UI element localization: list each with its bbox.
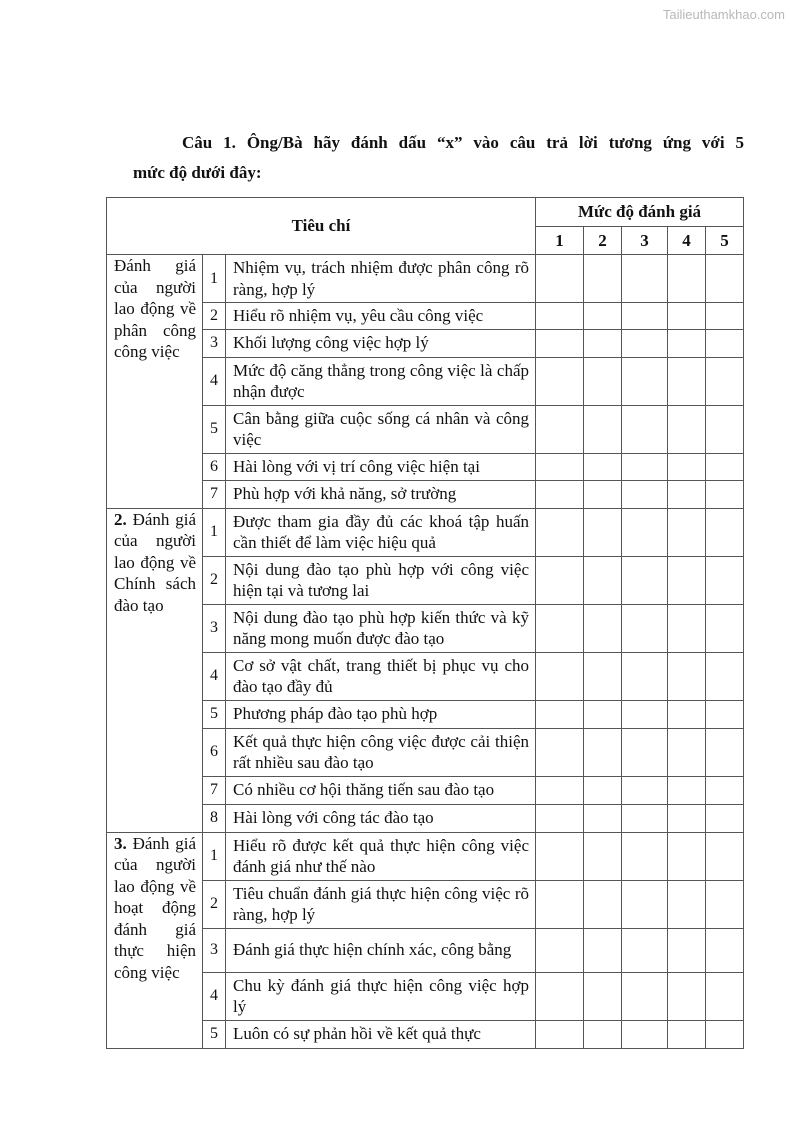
criterion-number: 2 bbox=[203, 303, 226, 330]
rating-cell-level-2[interactable] bbox=[584, 880, 622, 928]
criterion-text: Hài lòng với vị trí công việc hiện tại bbox=[226, 453, 536, 480]
group-title: Đánh giá của người lao động về hoạt động đánh giá thực hiện công việc bbox=[114, 833, 196, 982]
rating-cell-level-2[interactable] bbox=[584, 453, 622, 480]
criterion-text: Được tham gia đầy đủ các khoá tập huấn cần thiết để làm việc hiệu quả bbox=[226, 508, 536, 556]
rating-cell-level-5[interactable] bbox=[706, 652, 744, 700]
criterion-number: 1 bbox=[203, 255, 226, 303]
criterion-row bbox=[107, 928, 744, 972]
criterion-number: 4 bbox=[203, 357, 226, 405]
rating-cell-level-1[interactable] bbox=[536, 880, 584, 928]
rating-cell-level-4[interactable] bbox=[668, 804, 706, 832]
rating-cell-level-1[interactable] bbox=[536, 652, 584, 700]
rating-cell-level-3[interactable] bbox=[622, 405, 668, 453]
rating-cell-level-1[interactable] bbox=[536, 508, 584, 556]
criterion-row bbox=[107, 405, 744, 453]
criterion-number: 2 bbox=[203, 556, 226, 604]
rating-cell-level-2[interactable] bbox=[584, 972, 622, 1020]
rating-cell-level-1[interactable] bbox=[536, 972, 584, 1020]
rating-cell-level-5[interactable] bbox=[706, 928, 744, 972]
survey-table bbox=[106, 197, 744, 1049]
rating-cell-level-5[interactable] bbox=[706, 357, 744, 405]
rating-cell-level-1[interactable] bbox=[536, 604, 584, 652]
rating-cell-level-2[interactable] bbox=[584, 480, 622, 508]
rating-cell-level-4[interactable] bbox=[668, 776, 706, 804]
criterion-text: Phù hợp với khả năng, sở trường bbox=[226, 480, 536, 508]
levels-header: Mức độ đánh giá bbox=[536, 198, 744, 227]
criterion-number: 5 bbox=[203, 405, 226, 453]
criterion-number: 4 bbox=[203, 652, 226, 700]
criterion-number: 6 bbox=[203, 453, 226, 480]
rating-cell-level-2[interactable] bbox=[584, 604, 622, 652]
rating-cell-level-1[interactable] bbox=[536, 804, 584, 832]
level-2-header: 2 bbox=[584, 227, 622, 255]
criterion-row bbox=[107, 776, 744, 804]
rating-cell-level-2[interactable] bbox=[584, 303, 622, 330]
rating-cell-level-3[interactable] bbox=[622, 453, 668, 480]
criterion-row bbox=[107, 303, 744, 330]
rating-cell-level-1[interactable] bbox=[536, 405, 584, 453]
rating-cell-level-3[interactable] bbox=[622, 357, 668, 405]
rating-cell-level-2[interactable] bbox=[584, 329, 622, 357]
rating-cell-level-4[interactable] bbox=[668, 728, 706, 776]
rating-cell-level-4[interactable] bbox=[668, 556, 706, 604]
criterion-text: Đánh giá thực hiện chính xác, công bằng bbox=[226, 928, 536, 972]
criterion-row bbox=[107, 255, 744, 303]
rating-cell-level-3[interactable] bbox=[622, 880, 668, 928]
criterion-number: 5 bbox=[203, 700, 226, 728]
rating-cell-level-5[interactable] bbox=[706, 804, 744, 832]
criterion-text: Cân bằng giữa cuộc sống cá nhân và công việc bbox=[226, 405, 536, 453]
rating-cell-level-4[interactable] bbox=[668, 357, 706, 405]
criterion-number: 1 bbox=[203, 508, 226, 556]
rating-cell-level-2[interactable] bbox=[584, 776, 622, 804]
criterion-number: 3 bbox=[203, 604, 226, 652]
group-title: Đánh giá của người lao động về Chính sách đào tạo bbox=[114, 509, 196, 615]
rating-cell-level-3[interactable] bbox=[622, 556, 668, 604]
rating-cell-level-5[interactable] bbox=[706, 604, 744, 652]
question-line-2: mức độ dưới đây: bbox=[133, 163, 262, 182]
rating-cell-level-3[interactable] bbox=[622, 776, 668, 804]
rating-cell-level-1[interactable] bbox=[536, 480, 584, 508]
group-number: 2. bbox=[114, 509, 127, 529]
rating-cell-level-2[interactable] bbox=[584, 928, 622, 972]
rating-cell-level-3[interactable] bbox=[622, 652, 668, 700]
rating-cell-level-3[interactable] bbox=[622, 329, 668, 357]
criterion-row bbox=[107, 453, 744, 480]
criterion-row bbox=[107, 508, 744, 556]
criterion-number: 7 bbox=[203, 776, 226, 804]
criterion-text: Tiêu chuẩn đánh giá thực hiện công việc rõ ràng, hợp lý bbox=[226, 880, 536, 928]
criterion-text: Kết quả thực hiện công việc được cải thiện rất nhiều sau đào tạo bbox=[226, 728, 536, 776]
rating-cell-level-4[interactable] bbox=[668, 303, 706, 330]
rating-cell-level-4[interactable] bbox=[668, 329, 706, 357]
rating-cell-level-4[interactable] bbox=[668, 832, 706, 880]
rating-cell-level-2[interactable] bbox=[584, 357, 622, 405]
rating-cell-level-1[interactable] bbox=[536, 832, 584, 880]
criterion-text: Khối lượng công việc hợp lý bbox=[226, 329, 536, 357]
criterion-text: Hiểu rõ được kết quả thực hiện công việc đánh giá như thế nào bbox=[226, 832, 536, 880]
watermark: Tailieuthamkhao.com bbox=[662, 7, 785, 22]
criterion-row bbox=[107, 652, 744, 700]
group-number: 3. bbox=[114, 833, 127, 853]
rating-cell-level-3[interactable] bbox=[622, 972, 668, 1020]
criterion-row bbox=[107, 604, 744, 652]
criterion-number: 3 bbox=[203, 928, 226, 972]
rating-cell-level-3[interactable] bbox=[622, 255, 668, 303]
criterion-text: Mức độ căng thẳng trong công việc là chấp nhận được bbox=[226, 357, 536, 405]
level-1-header: 1 bbox=[536, 227, 584, 255]
rating-cell-level-5[interactable] bbox=[706, 405, 744, 453]
level-3-header: 3 bbox=[622, 227, 668, 255]
question-heading bbox=[107, 128, 744, 188]
rating-cell-level-1[interactable] bbox=[536, 453, 584, 480]
rating-cell-level-5[interactable] bbox=[706, 556, 744, 604]
rating-cell-level-1[interactable] bbox=[536, 357, 584, 405]
group-title-cell bbox=[107, 832, 203, 1048]
criterion-number: 5 bbox=[203, 1020, 226, 1048]
rating-cell-level-2[interactable] bbox=[584, 556, 622, 604]
rating-cell-level-5[interactable] bbox=[706, 480, 744, 508]
criterion-row bbox=[107, 832, 744, 880]
rating-cell-level-5[interactable] bbox=[706, 453, 744, 480]
rating-cell-level-2[interactable] bbox=[584, 652, 622, 700]
question-line-1: Câu 1. Ông/Bà hãy đánh dấu “x” vào câu trả lời tương ứng với 5 bbox=[182, 133, 744, 152]
criterion-text: Phương pháp đào tạo phù hợp bbox=[226, 700, 536, 728]
rating-cell-level-1[interactable] bbox=[536, 303, 584, 330]
rating-cell-level-1[interactable] bbox=[536, 1020, 584, 1048]
rating-cell-level-2[interactable] bbox=[584, 1020, 622, 1048]
rating-cell-level-1[interactable] bbox=[536, 556, 584, 604]
criterion-number: 2 bbox=[203, 880, 226, 928]
criterion-row bbox=[107, 357, 744, 405]
rating-cell-level-3[interactable] bbox=[622, 728, 668, 776]
rating-cell-level-4[interactable] bbox=[668, 928, 706, 972]
rating-cell-level-5[interactable] bbox=[706, 508, 744, 556]
rating-cell-level-4[interactable] bbox=[668, 1020, 706, 1048]
rating-cell-level-1[interactable] bbox=[536, 728, 584, 776]
rating-cell-level-2[interactable] bbox=[584, 832, 622, 880]
criterion-number: 8 bbox=[203, 804, 226, 832]
rating-cell-level-5[interactable] bbox=[706, 700, 744, 728]
criterion-row bbox=[107, 1020, 744, 1048]
rating-cell-level-1[interactable] bbox=[536, 255, 584, 303]
rating-cell-level-3[interactable] bbox=[622, 303, 668, 330]
rating-cell-level-4[interactable] bbox=[668, 972, 706, 1020]
rating-cell-level-4[interactable] bbox=[668, 700, 706, 728]
rating-cell-level-1[interactable] bbox=[536, 776, 584, 804]
rating-cell-level-4[interactable] bbox=[668, 880, 706, 928]
rating-cell-level-2[interactable] bbox=[584, 508, 622, 556]
rating-cell-level-5[interactable] bbox=[706, 329, 744, 357]
criterion-text: Chu kỳ đánh giá thực hiện công việc hợp lý bbox=[226, 972, 536, 1020]
rating-cell-level-1[interactable] bbox=[536, 329, 584, 357]
rating-cell-level-4[interactable] bbox=[668, 453, 706, 480]
criteria-header: Tiêu chí bbox=[107, 198, 536, 255]
rating-cell-level-4[interactable] bbox=[668, 480, 706, 508]
criterion-row bbox=[107, 880, 744, 928]
criterion-number: 6 bbox=[203, 728, 226, 776]
rating-cell-level-1[interactable] bbox=[536, 700, 584, 728]
rating-cell-level-3[interactable] bbox=[622, 804, 668, 832]
criterion-row bbox=[107, 556, 744, 604]
level-5-header: 5 bbox=[706, 227, 744, 255]
rating-cell-level-3[interactable] bbox=[622, 928, 668, 972]
criterion-row bbox=[107, 972, 744, 1020]
group-title: Đánh giá của người lao động về phân công công việc bbox=[114, 256, 196, 361]
rating-cell-level-1[interactable] bbox=[536, 928, 584, 972]
criterion-text: Có nhiều cơ hội thăng tiến sau đào tạo bbox=[226, 776, 536, 804]
rating-cell-level-3[interactable] bbox=[622, 480, 668, 508]
rating-cell-level-5[interactable] bbox=[706, 1020, 744, 1048]
rating-cell-level-5[interactable] bbox=[706, 972, 744, 1020]
rating-cell-level-2[interactable] bbox=[584, 255, 622, 303]
criterion-text: Luôn có sự phản hồi về kết quả thực bbox=[226, 1020, 536, 1048]
level-4-header: 4 bbox=[668, 227, 706, 255]
rating-cell-level-3[interactable] bbox=[622, 508, 668, 556]
rating-cell-level-4[interactable] bbox=[668, 604, 706, 652]
rating-cell-level-5[interactable] bbox=[706, 303, 744, 330]
group-title-cell bbox=[107, 255, 203, 509]
criterion-number: 7 bbox=[203, 480, 226, 508]
rating-cell-level-2[interactable] bbox=[584, 700, 622, 728]
rating-cell-level-4[interactable] bbox=[668, 508, 706, 556]
rating-cell-level-4[interactable] bbox=[668, 405, 706, 453]
criterion-text: Nhiệm vụ, trách nhiệm được phân công rõ ràng, hợp lý bbox=[226, 255, 536, 303]
criterion-text: Nội dung đào tạo phù hợp kiến thức và kỹ năng mong muốn được đào tạo bbox=[226, 604, 536, 652]
criterion-text: Hiểu rõ nhiệm vụ, yêu cầu công việc bbox=[226, 303, 536, 330]
rating-cell-level-2[interactable] bbox=[584, 405, 622, 453]
rating-cell-level-5[interactable] bbox=[706, 255, 744, 303]
criterion-row bbox=[107, 329, 744, 357]
criterion-text: Cơ sở vật chất, trang thiết bị phục vụ cho đào tạo đầy đủ bbox=[226, 652, 536, 700]
criterion-text: Nội dung đào tạo phù hợp với công việc hiện tại và tương lai bbox=[226, 556, 536, 604]
criterion-number: 3 bbox=[203, 329, 226, 357]
rating-cell-level-5[interactable] bbox=[706, 776, 744, 804]
rating-cell-level-4[interactable] bbox=[668, 652, 706, 700]
group-title-cell bbox=[107, 508, 203, 832]
criterion-row bbox=[107, 804, 744, 832]
criterion-row bbox=[107, 700, 744, 728]
criterion-number: 4 bbox=[203, 972, 226, 1020]
rating-cell-level-3[interactable] bbox=[622, 832, 668, 880]
rating-cell-level-3[interactable] bbox=[622, 604, 668, 652]
criterion-row bbox=[107, 728, 744, 776]
criterion-row bbox=[107, 480, 744, 508]
rating-cell-level-4[interactable] bbox=[668, 255, 706, 303]
rating-cell-level-5[interactable] bbox=[706, 832, 744, 880]
rating-cell-level-3[interactable] bbox=[622, 700, 668, 728]
rating-cell-level-2[interactable] bbox=[584, 804, 622, 832]
rating-cell-level-5[interactable] bbox=[706, 728, 744, 776]
criterion-text: Hài lòng với công tác đào tạo bbox=[226, 804, 536, 832]
rating-cell-level-2[interactable] bbox=[584, 728, 622, 776]
rating-cell-level-3[interactable] bbox=[622, 1020, 668, 1048]
rating-cell-level-5[interactable] bbox=[706, 880, 744, 928]
criterion-number: 1 bbox=[203, 832, 226, 880]
